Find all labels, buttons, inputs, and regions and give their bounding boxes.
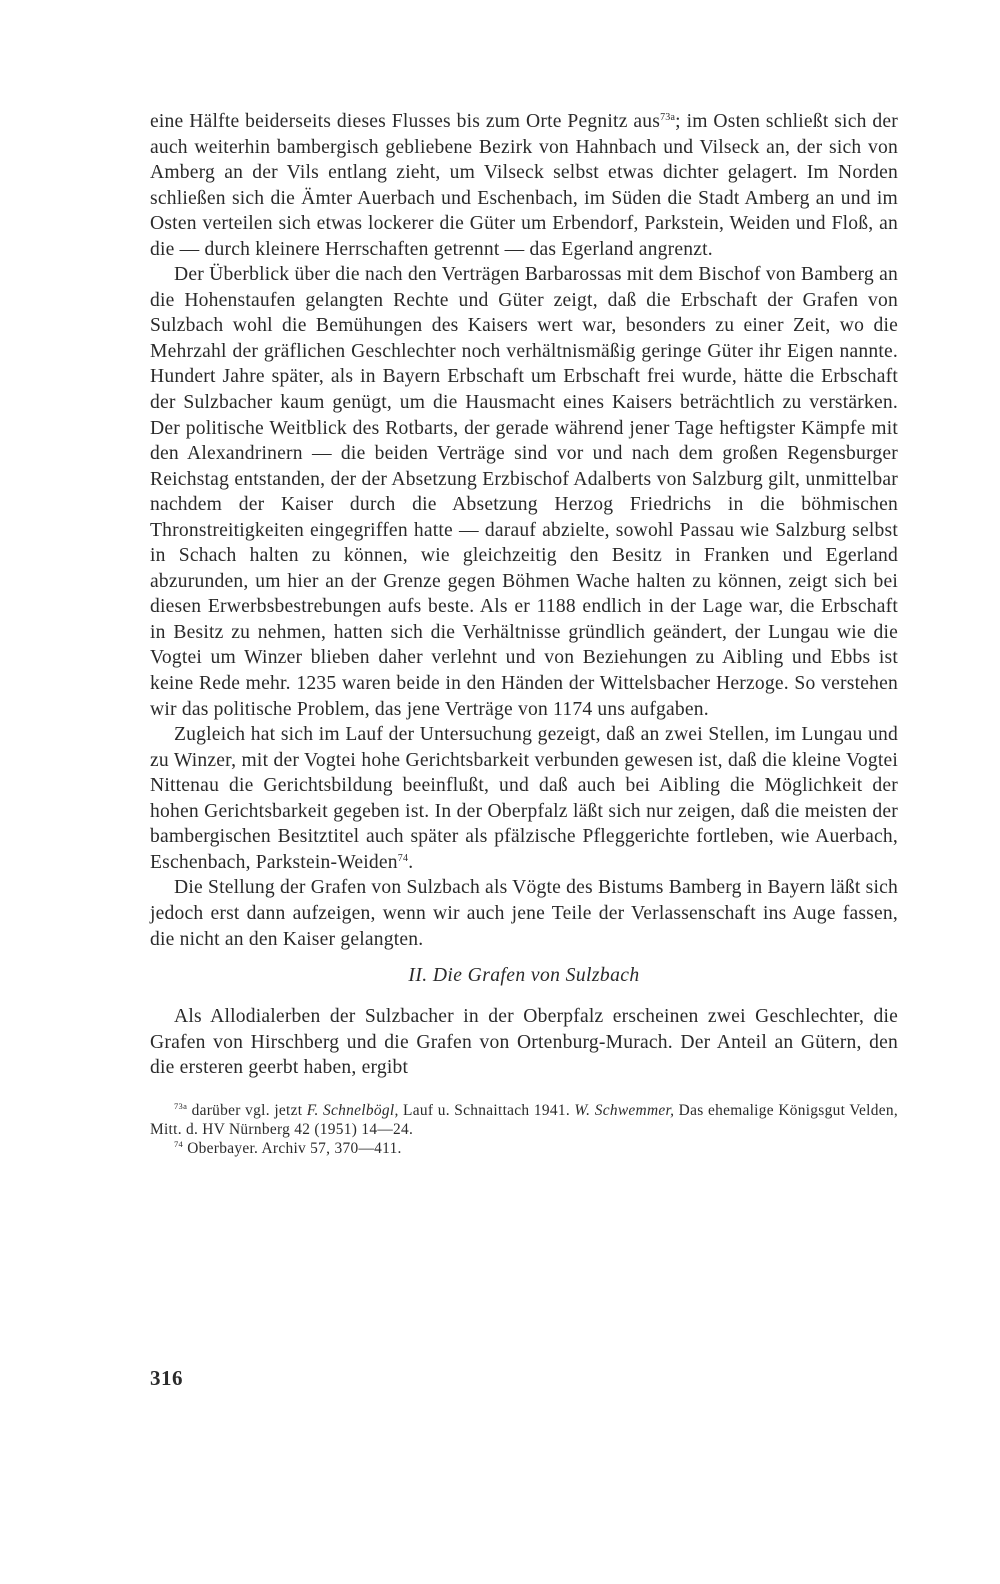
page-content xyxy=(150,109,898,1158)
paragraph-2: Der Überblick über die nach den Verträgen Barbarossas mit dem Bischof von Bamberg an die Hohenstaufen gelangten Rechte und Güter zeigt, daß die Erbschaft der Grafen von Sulzbach wohl die Bemühungen des Kaisers wert war, besonders zu einer Zeit, wo die Mehrzahl der gräflichen Geschlechter noch verhältnismäßig geringe Güter ihr Eigen nannte. Hundert Jahre später, als in Bayern Erbschaft um Erbschaft frei wurde, hätte die Erbschaft der Sulzbacher kaum genügt, um die Hausmacht eines Kaisers beträchtlich zu verstärken. Der politische Weitblick des Rotbarts, der gerade während jener Tage heftigster Kämpfe mit den Alexandrinern — die beiden Verträge sind vor und nach dem großen Regensburger Reichstag entstanden, der der Absetzung Erzbischof Adalberts von Salzburg gilt, unmittelbar nachdem der Kaiser durch die Absetzung Herzog Friedrichs in die böhmischen Thronstreitigkeiten eingegriffen hatte — darauf abzielte, sowohl Passau wie Salzburg selbst in Schach halten zu können, wie gleichzeitig den Besitz in Franken und Egerland abzurunden, um hier an der Grenze gegen Böhmen Wache halten zu können, zeigt sich bei diesen Erwerbsbestrebungen aufs beste. Als er 1188 endlich in der Lage war, die Erbschaft in Besitz zu nehmen, hatten sich die Verhältnisse gründlich geändert, der Lungau wie die Vogtei um Winzer blieben daher verlehnt und von Beziehungen zu Aibling und Ebbs ist keine Rede mehr. 1235 waren beide in den Händen der Wittelsbacher Herzoge. So verstehen wir das politische Problem, das jene Verträge von 1174 uns aufgaben. xyxy=(150,264,898,720)
section-heading: II. Die Grafen von Sulzbach xyxy=(408,965,640,987)
footnote-text: Das ehemalige Königsgut Velden, Mitt. d. HV Nürnberg 42 (1951) 14—24. xyxy=(150,1101,898,1138)
paragraph-5: Als Allodialerben der Sulzbacher in der Oberpfalz erscheinen zwei Geschlechter, die Grafen von Hirschberg und die Grafen von Ortenburg-Murach. Der Anteil an Gütern, den die ersteren geerbt haben, ergibt xyxy=(150,1006,898,1079)
footnote-text: Oberbayer. Archiv 57, 370—411. xyxy=(183,1139,402,1157)
paragraph-1-text-a: eine Hälfte beiderseits dieses Flusses bis zum Orte Pegnitz aus xyxy=(150,111,661,132)
footnote-ref-73a[interactable]: 73a xyxy=(660,112,676,123)
paragraph-1 xyxy=(150,109,898,262)
paragraph-3 xyxy=(150,722,898,875)
page-number: 316 xyxy=(150,1366,183,1390)
paragraph-1-text-b: ; im Osten schließt sich der auch weiterhin bambergisch gebliebene Bezirk von Hahnbach und Vilseck an, der sich von Amberg an der Vils entlang zieht, um Vilseck selbst etwas dichter gelagert. Im Norden schließen sich die Ämter Auerbach und Eschenbach, im Süden die Stadt Amberg an und im Osten verteilen sich etwas lockerer die Güter um Erbendorf, Parkstein, Weiden und Floß, an die — durch kleinere Herrschaften getrennt — das Egerland angrenzt. xyxy=(150,111,898,260)
paragraph-3-end: . xyxy=(408,851,414,873)
footnote-author: W. Schwemmer, xyxy=(574,1101,675,1119)
footnote-text: darüber vgl. jetzt xyxy=(187,1101,307,1119)
footnote-73a xyxy=(150,1101,898,1139)
footnote-mark: 74 xyxy=(174,1138,184,1149)
footnotes xyxy=(150,1101,898,1158)
footnote-mark: 73a xyxy=(174,1100,188,1111)
paragraph-4: Die Stellung der Grafen von Sulzbach als Vögte des Bistums Bamberg in Bayern läßt sich jedoch erst dann aufzeigen, wenn wir auch jene Teile der Verlassenschaft ins Auge fassen, die nicht an den Kaiser gelangten. xyxy=(150,877,898,950)
footnote-text: Lauf u. Schnaittach 1941. xyxy=(398,1101,575,1119)
footnote-74 xyxy=(150,1139,898,1158)
footnote-author: F. Schnelbögl, xyxy=(306,1101,399,1119)
paragraph-3-text: Zugleich hat sich im Lauf der Untersuchung gezeigt, daß an zwei Stellen, im Lungau und zu Winzer, mit der Vogtei hohe Gerichtsbarkeit verbunden gewesen ist, daß die kleine Vogtei Nittenau die Gerichtsbildung beeinflußt, und daß auch bei Aibling die Möglichkeit der hohen Gerichtsbarkeit gegeben ist. In der Oberpfalz läßt sich nur zeigen, daß die meisten der bambergischen Besitztitel auch später als pfälzische Pfleggerichte fortleben, wie Auerbach, Eschenbach, Parkstein-Weiden xyxy=(150,724,898,873)
footnote-ref-74[interactable]: 74 xyxy=(397,852,409,864)
